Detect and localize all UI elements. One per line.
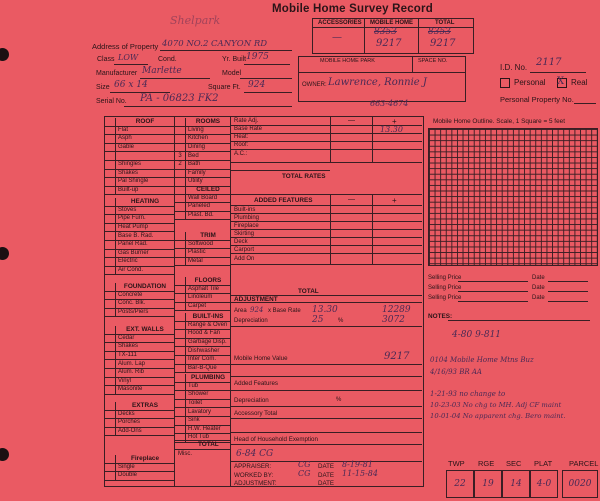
sec-label: SEC: [506, 459, 522, 468]
roof-section: ROOF Flat Asph Gable Shingles Shakes Pal Shingle Built-up: [105, 118, 174, 195]
base-rate2-value: 13.30: [312, 305, 338, 315]
accessories-header: ACCESSORIES: [318, 20, 362, 26]
size-value: 66 x 14: [114, 80, 148, 90]
sqft-value: 924: [248, 80, 266, 90]
binder-hole-top: [0, 48, 9, 61]
area-result: 12289: [382, 305, 411, 315]
serial-label: Serial No.: [96, 98, 127, 105]
added-features-label: ADDED FEATURES: [254, 197, 313, 204]
sqft-label: Square Ft.: [208, 84, 241, 91]
accessory-total-label: Accessory Total: [234, 410, 278, 417]
serial-value: PA - 06823 FK2: [140, 93, 219, 104]
appraiser-date-label: DATE: [318, 463, 335, 470]
worked-label: WORKED BY:: [234, 472, 274, 479]
plat-label: PLAT: [534, 459, 553, 468]
worked-date-label: DATE: [318, 472, 335, 479]
rooms-section: ROOMS Living Kitchen Dining 3 Bed 2 Bath Family Utility: [175, 118, 230, 187]
ac-label: A.C.:: [234, 151, 248, 157]
appraiser-label: APPRAISER:: [234, 463, 272, 470]
twp-value: 22: [446, 470, 474, 498]
total-label: TOTAL: [298, 288, 319, 295]
personal-checkbox[interactable]: [500, 78, 510, 88]
real-check-mark: X: [557, 76, 565, 87]
sale-date-label-1: Date: [532, 275, 545, 281]
col3-hand-note: 6-84 CG: [236, 449, 274, 459]
note-line-5: 10-23-03 No chg to MH. Adj CF maint: [430, 401, 562, 409]
feature-plumbing: Plumbing: [234, 215, 260, 221]
bath-count: 2: [175, 160, 186, 169]
real-label: Real: [571, 78, 588, 87]
cond-label: Cond.: [158, 56, 177, 63]
depreciation2-label: Depreciation: [234, 397, 269, 404]
selling-price-label-3: Selling Price: [428, 295, 462, 301]
rge-value: 19: [474, 470, 502, 498]
plat-value: 4-0: [530, 470, 558, 498]
misc-label: Misc.: [178, 451, 192, 457]
area-value: 924: [250, 306, 264, 314]
feature-deck: Deck: [234, 239, 248, 245]
note-line-3: 4/16/93 BR AA: [430, 368, 482, 376]
outline-grid: [428, 128, 598, 266]
parcel-value: 0020: [562, 470, 598, 498]
appraiser-date: 8-19-81: [342, 460, 373, 469]
base-rate-value: 13.30: [380, 125, 403, 134]
class-label: Class: [97, 56, 115, 63]
address-value: 4070 NO.2 CANYON RD: [162, 39, 268, 49]
sec-value: 14: [502, 470, 530, 498]
foundation-section: FOUNDATION Concrete Conc. Blk. Posts/Piers: [105, 283, 174, 317]
id-label: I.D. No.: [500, 63, 528, 72]
selling-price-label-1: Selling Price: [428, 275, 462, 281]
total-rates-label: TOTAL RATES: [282, 173, 326, 180]
manufacturer-label: Manufacturer: [96, 70, 138, 77]
features-minus-header: —: [348, 196, 355, 203]
mobile-home-old-value: 8353: [374, 27, 397, 37]
parcel-label: PARCEL: [569, 459, 599, 468]
note-line-1: 4-80 9-811: [452, 330, 502, 340]
depreciation-result: 3072: [382, 315, 405, 325]
model-label: Model: [222, 70, 242, 77]
sale-date-label-2: Date: [532, 285, 545, 291]
feature-built-ins: Built-ins: [234, 207, 256, 213]
built-ins-section: BUILT-INS Range & Oven Hood & Fan Garbage Disp. Dishwasher Inter Com. Bar-B-Que: [175, 313, 230, 373]
mobile-home-value: 9217: [376, 38, 402, 49]
col2-total-label: TOTAL: [198, 441, 219, 448]
note-line-4: 1-21-93 no change to: [430, 390, 506, 398]
adjustment-footer-date-label: DATE: [318, 480, 335, 487]
rate-plus-header: +: [392, 117, 397, 126]
selling-price-label-2: Selling Price: [428, 285, 462, 291]
extras-section: EXTRAS Decks Porches Add-Ons: [105, 402, 174, 436]
total-value: 9217: [430, 38, 456, 49]
yr-built-value: 1975: [246, 52, 269, 62]
ceiled-section: CEILED Wall Board Paneled Plast. Bd.: [175, 186, 230, 220]
note-line-2: 0104 Mobile Home Mtns Buz: [430, 356, 534, 364]
address-label: Address of Property: [92, 42, 159, 51]
size-label: Size: [96, 84, 110, 91]
note-line-6: 10-01-04 No apparent chg. Bero maint.: [430, 412, 566, 420]
yr-built-label: Yr. Built: [222, 56, 247, 63]
walls-section: EXT. WALLS Cedar Shakes TX-111 Alum. Lap Alum. Rib Vinyl Masonite: [105, 326, 174, 395]
adjustment-footer-label: ADJUSTMENT:: [234, 480, 277, 487]
accessories-value: —: [332, 32, 342, 43]
feature-skirting: Skirting: [234, 231, 255, 237]
owner-label: OWNER:: [302, 82, 327, 88]
feature-fireplace: Fireplace: [234, 223, 259, 229]
mh-value: 9217: [384, 351, 410, 362]
base-rate2-label: x Base Rate: [268, 308, 301, 314]
area-label: Area: [234, 308, 247, 314]
plumbing-section: PLUMBING Tub Shower Toilet Lavatory Sink H.W. Heater Hot Tub: [175, 374, 230, 443]
park-label: MOBILE HOME PARK: [320, 58, 375, 64]
floors-section: FLOORS Asphalt Tile Linoleum Carpet: [175, 277, 230, 311]
rate-adj-label: Rate Adj.: [234, 118, 259, 124]
depreciation-pct: %: [338, 318, 344, 324]
form-title: Mobile Home Survey Record: [272, 3, 433, 15]
bed-count: 3: [175, 152, 186, 161]
binder-hole-middle: [0, 247, 9, 260]
rge-label: RGE: [478, 459, 495, 468]
depreciation-label: Depreciation: [234, 318, 268, 324]
roof-rate-label: Roof:: [234, 142, 249, 148]
owner-phone: 663-4674: [370, 99, 409, 108]
appraiser-value: CG: [298, 460, 311, 469]
total-header: TOTAL: [435, 20, 455, 26]
head-exemption-label: Head of Household Exemption: [234, 436, 318, 443]
mobile-home-header: MOBILE HOME: [370, 20, 413, 26]
heating-section: HEATING Stoves Pipe Furn. Heat Pump Base B. Rad. Panel Rad. Gas Burner Electric Air Cond.: [105, 198, 174, 275]
worked-value: CG: [298, 469, 311, 478]
space-label: SPACE NO.: [418, 58, 448, 64]
binder-hole-bottom: [0, 448, 9, 461]
top-handwriting: Shelpark: [170, 14, 221, 27]
personal-property-label: Personal Property No.: [500, 95, 574, 104]
feature-add-on: Add On: [234, 256, 255, 262]
mh-value-label: Mobile Home Value: [234, 355, 288, 362]
total-old-value: 8353: [428, 27, 451, 37]
manufacturer-value: Marlette: [142, 66, 182, 76]
outline-label: Mobile Home Outline. Scale, 1 Square = 5 feet: [433, 118, 565, 125]
notes-label: NOTES:: [428, 313, 453, 320]
depreciation-value: 25: [312, 315, 324, 325]
adjustment-label: ADJUSTMENT: [234, 296, 278, 303]
trim-section: TRIM Softwood Plastic Metal: [175, 232, 230, 266]
heat-label: Heat:: [234, 134, 249, 140]
owner-value: Lawrence, Ronnie J: [328, 77, 427, 88]
sale-date-label-3: Date: [532, 295, 545, 301]
base-rate-label: Base Rate: [234, 126, 263, 132]
depreciation2-pct: %: [336, 397, 342, 403]
fireplace-section: Fireplace Single Double: [105, 455, 174, 481]
feature-carport: Carport: [234, 247, 255, 253]
features-plus-header: +: [392, 196, 397, 205]
added-features2-label: Added Features: [234, 380, 279, 387]
id-value: 2117: [536, 57, 562, 68]
personal-label: Personal: [514, 78, 546, 87]
worked-date: 11-15-84: [342, 469, 378, 478]
twp-label: TWP: [448, 459, 465, 468]
class-value: LOW: [118, 53, 139, 62]
rate-minus-header: —: [348, 117, 355, 124]
